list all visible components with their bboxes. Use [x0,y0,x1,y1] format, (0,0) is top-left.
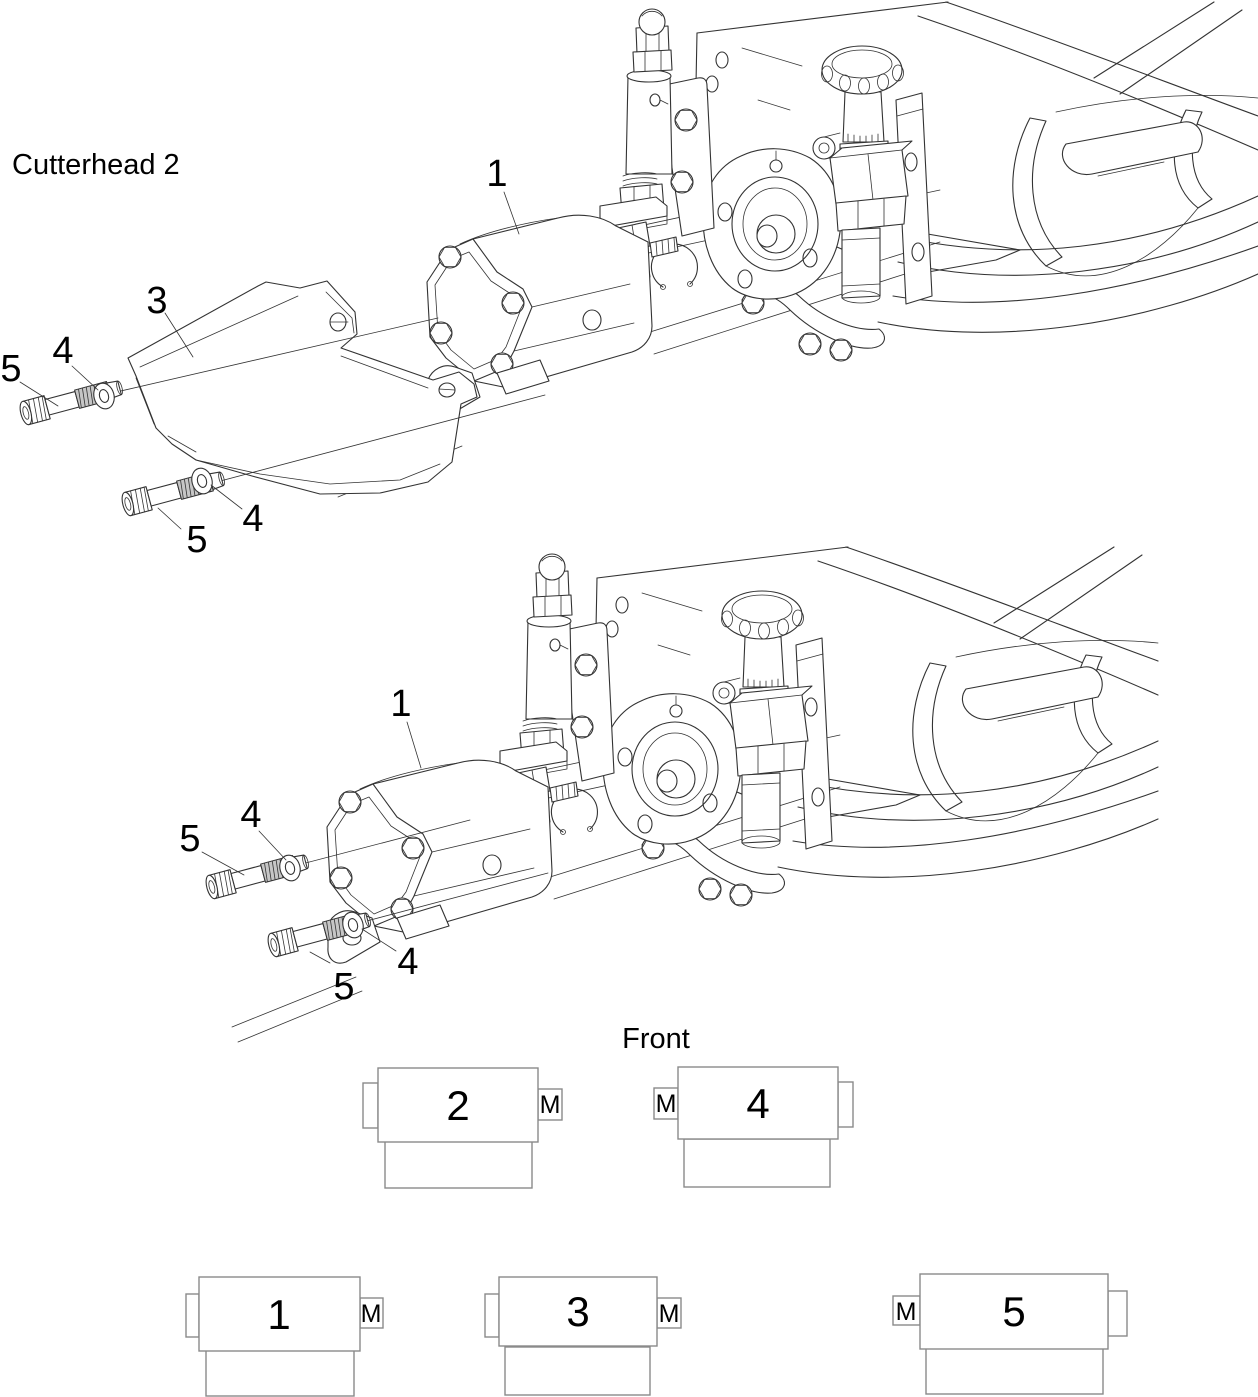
callout-label: 4 [52,330,74,372]
front-view [186,1067,1127,1396]
unit-number: 5 [1002,1288,1026,1335]
port-tab [838,1082,853,1127]
port-tab [186,1294,199,1337]
front-unit-2 [363,1068,562,1188]
callout-label: 5 [179,818,201,860]
callout-label: 5 [186,519,208,561]
callout-label: 5 [0,348,22,390]
callout-label: 4 [242,498,264,540]
mount-plate [505,1347,650,1395]
motor-label: M [658,1300,680,1328]
front-unit-1 [186,1277,383,1396]
mount-plate [206,1349,354,1396]
port-tab [485,1294,499,1337]
page-title: Cutterhead 2 [12,149,180,181]
motor-label: M [895,1298,917,1326]
unit-number: 1 [267,1291,291,1338]
assembly-middle [179,547,1158,1042]
front-view-label: Front [622,1023,690,1055]
port-tab [363,1083,378,1128]
callout-label: 3 [146,280,168,322]
front-unit-3 [485,1277,681,1395]
port-tab [1108,1291,1127,1336]
mount-plate [926,1346,1103,1394]
assembly-top [0,2,1258,561]
front-unit-4 [654,1067,853,1187]
callout-label: 1 [486,153,508,195]
motor-label: M [360,1300,382,1328]
unit-number: 2 [446,1082,470,1129]
callout-label: 1 [390,683,412,725]
mount-plate [684,1139,830,1187]
motor-label: M [655,1090,677,1118]
unit-number: 4 [746,1080,770,1127]
motor-label: M [539,1091,561,1119]
callout-label: 5 [333,966,355,1008]
callout-label: 4 [397,941,419,983]
unit-number: 3 [566,1288,590,1335]
mount-plate [385,1141,532,1188]
callout-label: 4 [240,794,262,836]
front-unit-5 [893,1274,1127,1394]
